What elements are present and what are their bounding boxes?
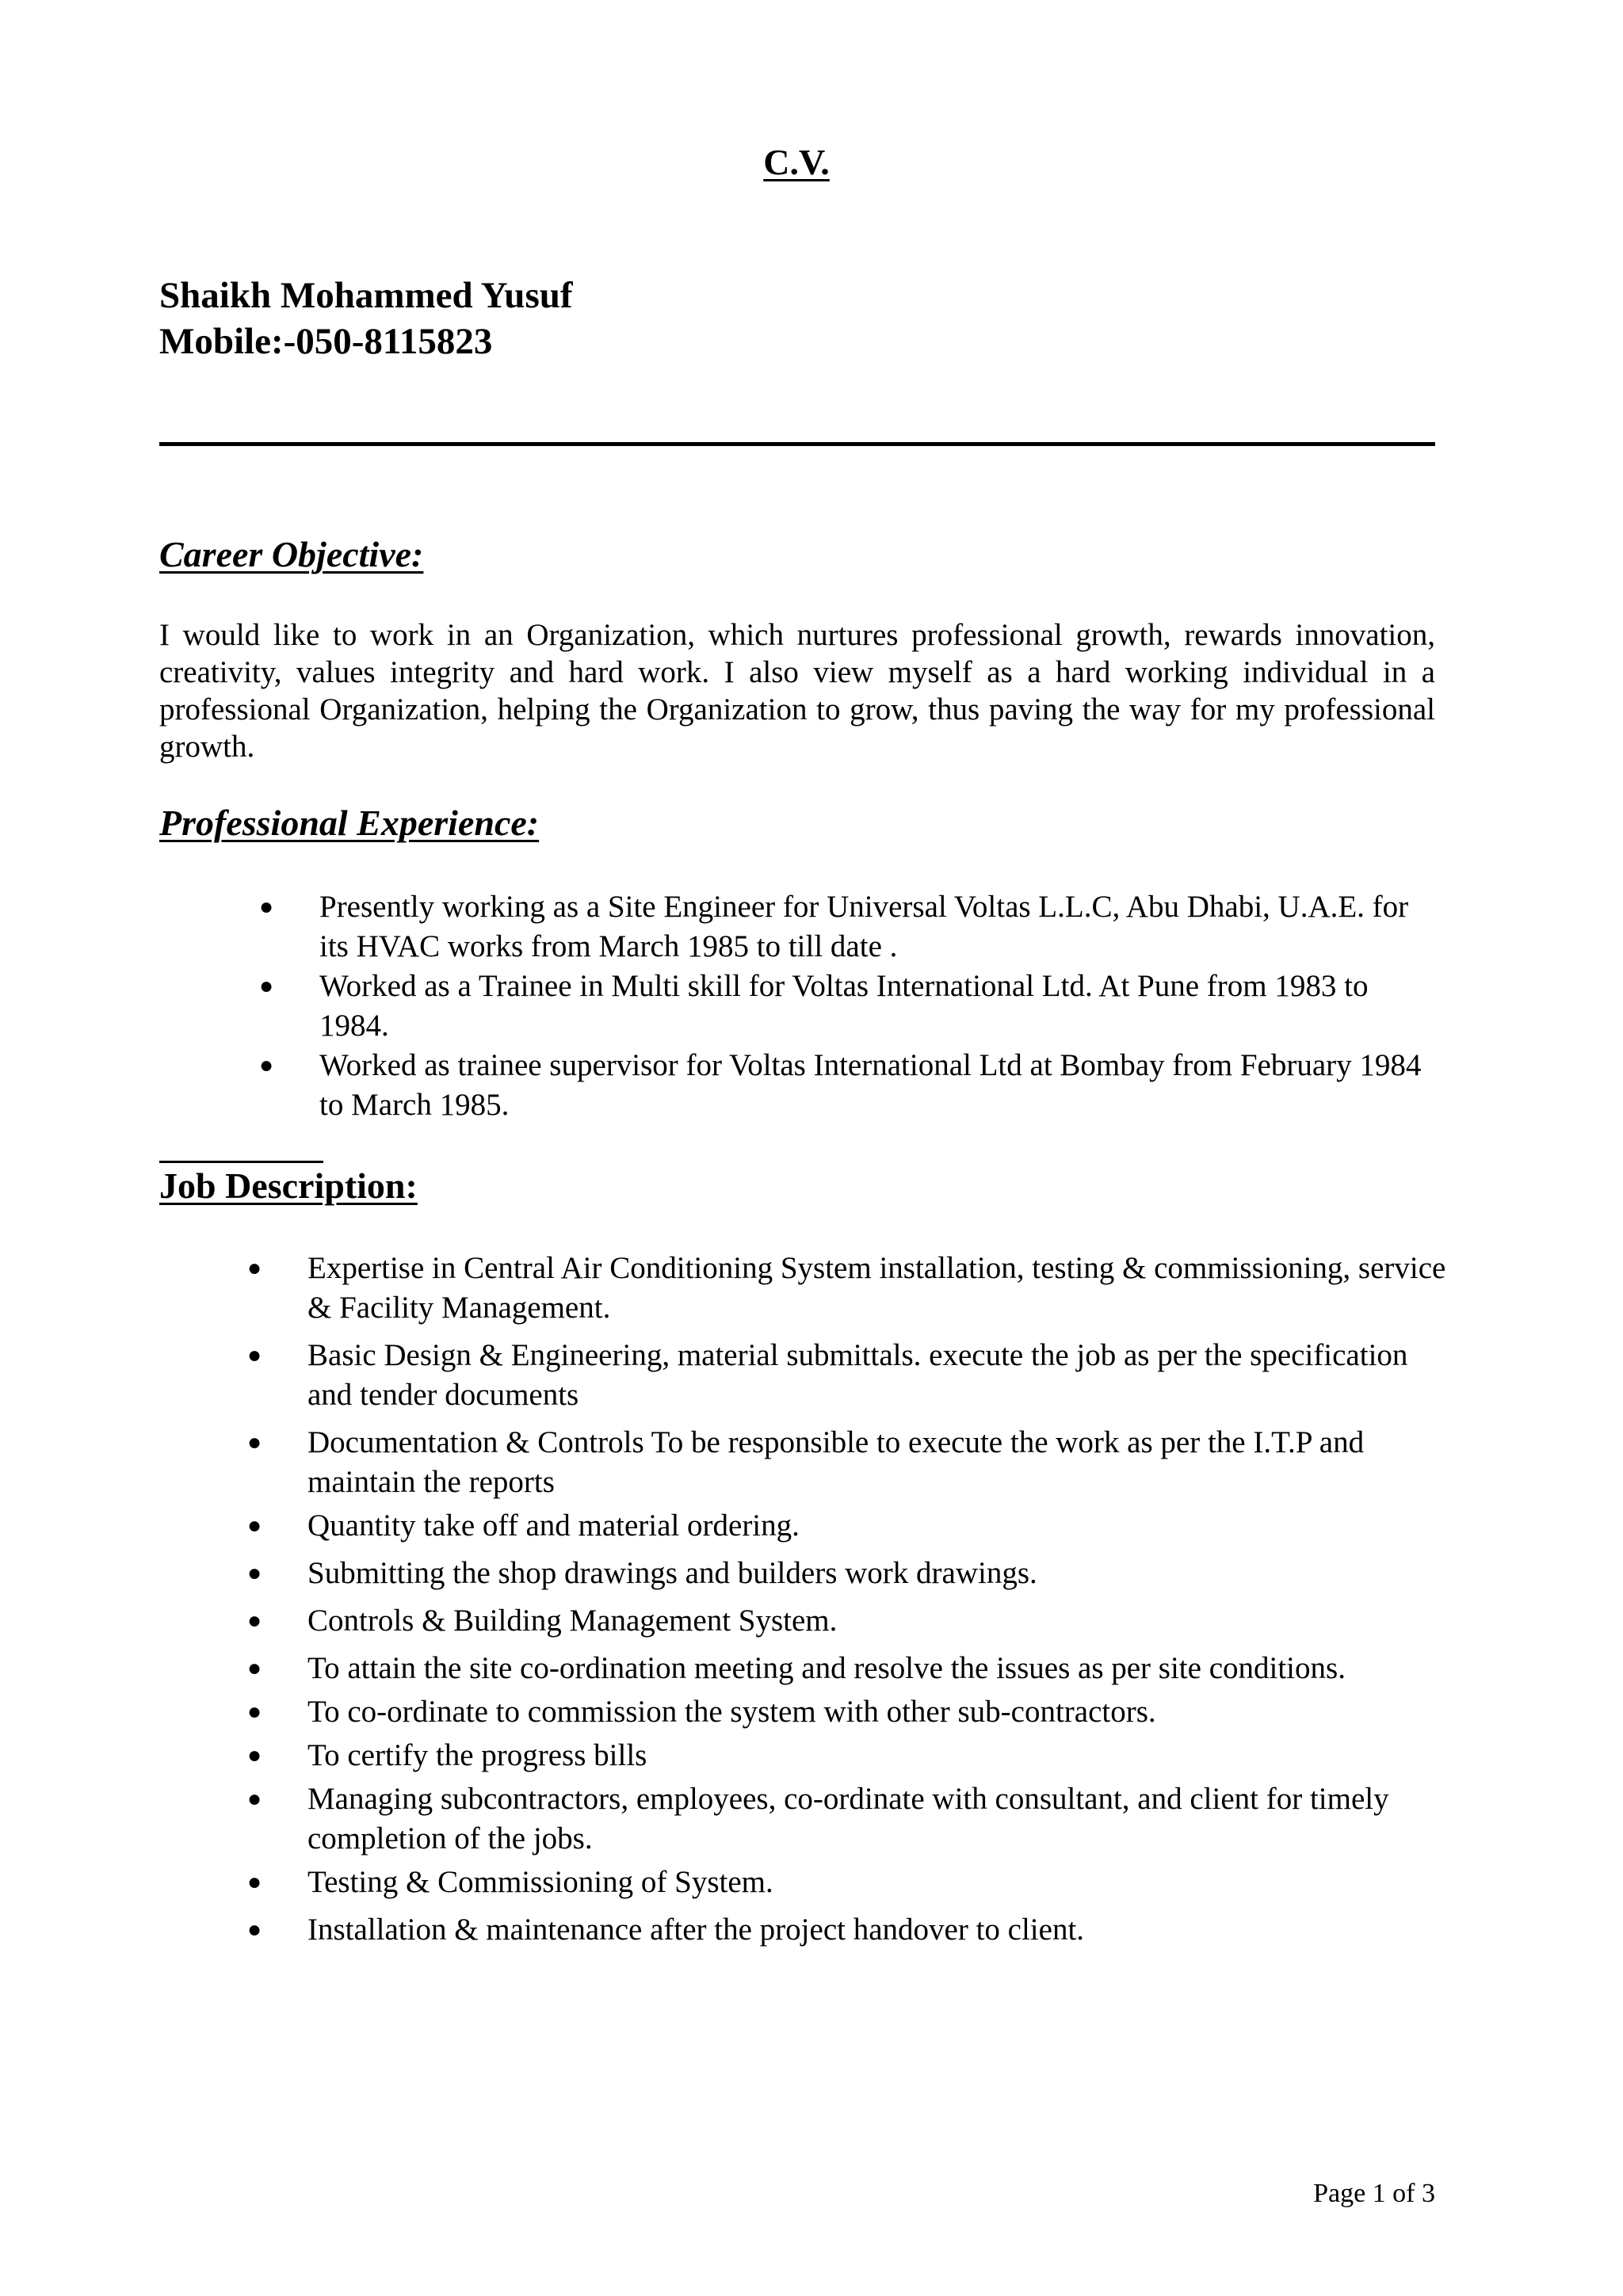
list-item: ● Documentation & Controls To be responsible to execute the work as per the I.T.P and maintain the reports	[307, 1423, 1449, 1502]
bullet-icon: ●	[247, 1917, 262, 1943]
list-item: ● Worked as a Trainee in Multi skill for Voltas International Ltd. At Pune from 1983 to 1984.	[319, 967, 1445, 1046]
list-item: ● Worked as trainee supervisor for Voltas International Ltd at Bombay from February 1984 to March 1985.	[319, 1046, 1445, 1125]
professional-experience-heading: Professional Experience:	[159, 803, 540, 843]
list-item: ● Controls & Building Management System.	[307, 1601, 1449, 1641]
bullet-icon: ●	[247, 1655, 262, 1681]
bullet-icon: ●	[247, 1742, 262, 1768]
bullet-icon: ●	[247, 1429, 262, 1455]
bullet-icon: ●	[247, 1342, 262, 1368]
job-description-heading: Job Description:	[159, 1165, 418, 1206]
bullet-icon: ●	[247, 1255, 262, 1281]
career-objective-text: I would like to work in an Organization, which nurtures professional growth, rewards innovation, creativity, values integrity and hard work. I also view myself as a hard working individual in a professional Organization, helping the Organization to grow, thus paving the way for my professional growth.	[159, 618, 1435, 764]
list-item: ● Submitting the shop drawings and builders work drawings.	[307, 1554, 1449, 1593]
bullet-icon: ●	[247, 1560, 262, 1586]
list-item: ● Installation & maintenance after the project handover to client.	[307, 1910, 1449, 1950]
bullet-icon: ●	[259, 894, 274, 920]
list-item: ● To attain the site co-ordination meeting and resolve the issues as per site conditions.	[307, 1649, 1449, 1688]
list-item: ● Basic Design & Engineering, material submittals. execute the job as per the specification and tender documents	[307, 1336, 1449, 1415]
bullet-icon: ●	[247, 1699, 262, 1725]
bullet-icon: ●	[259, 1052, 274, 1078]
list-item: ● Presently working as a Site Engineer for Universal Voltas L.L.C, Abu Dhabi, U.A.E. for its HVAC works from March 1985 to till date .	[319, 887, 1445, 967]
list-item: ● To certify the progress bills	[307, 1736, 1449, 1775]
bullet-icon: ●	[247, 1512, 262, 1539]
list-item: ● To co-ordinate to commission the system with other sub-contractors.	[307, 1692, 1449, 1732]
professional-experience-list	[259, 887, 1445, 1125]
document-title: C.V.	[763, 142, 830, 182]
page-number: Page 1 of 3	[1313, 2179, 1435, 2208]
section-divider	[159, 1161, 323, 1163]
contact-block	[159, 273, 573, 364]
header-divider	[159, 442, 1435, 446]
applicant-name: Shaikh Mohammed Yusuf	[159, 275, 573, 316]
job-description-list	[247, 1249, 1449, 1954]
mobile-number: Mobile:-050-8115823	[159, 321, 493, 362]
bullet-icon: ●	[259, 973, 274, 999]
list-item: ● Managing subcontractors, employees, co-ordinate with consultant, and client for timely completion of the jobs.	[307, 1779, 1449, 1859]
list-item: ● Expertise in Central Air Conditioning System installation, testing & commissioning, service & Facility Management.	[307, 1249, 1449, 1328]
bullet-icon: ●	[247, 1608, 262, 1634]
list-item: ● Quantity take off and material ordering.	[307, 1506, 1449, 1546]
career-objective-heading: Career Objective:	[159, 534, 424, 574]
bullet-icon: ●	[247, 1869, 262, 1895]
bullet-icon: ●	[247, 1786, 262, 1812]
list-item: ● Testing & Commissioning of System.	[307, 1863, 1449, 1902]
